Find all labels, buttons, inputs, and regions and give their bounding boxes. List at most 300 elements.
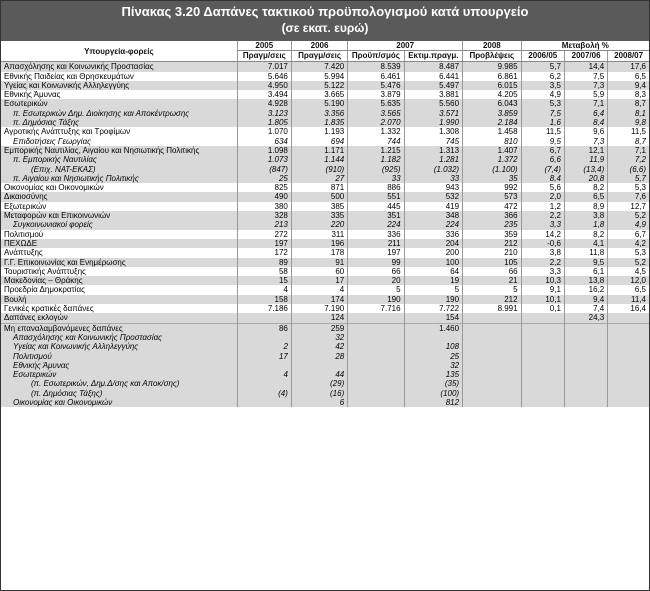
row-value: 5: [463, 285, 522, 294]
row-value: 1.407: [463, 146, 522, 155]
row-value: 1.144: [291, 155, 347, 164]
table-row: [1, 258, 649, 267]
row-value: 9,4: [608, 81, 649, 90]
table-row: [1, 323, 649, 333]
row-value: [564, 398, 607, 407]
row-value: 366: [463, 211, 522, 220]
row-value: 105: [463, 258, 522, 267]
row-value: 6,7: [608, 230, 649, 239]
row-value: 16,2: [564, 285, 607, 294]
row-value: 6: [291, 398, 347, 407]
row-label: Απασχόλησης και Κοινωνικής Προστασίας: [1, 62, 237, 72]
table-row: [1, 398, 649, 407]
row-value: [463, 342, 522, 351]
row-value: 224: [348, 220, 404, 229]
table-row: [1, 137, 649, 146]
row-label: Εμπορικής Ναυτιλίας, Αιγαίου και Νησιωτικής Πολιτικής: [1, 146, 237, 155]
row-label: Υγείας και Κοινωνικής Αλληλεγγύης: [1, 342, 237, 351]
table-row: [1, 239, 649, 248]
row-value: 745: [404, 137, 463, 146]
table-row: [1, 90, 649, 99]
row-value: 28: [291, 352, 347, 361]
row-value: 7.716: [348, 304, 404, 313]
row-value: 6.015: [463, 81, 522, 90]
row-value: 60: [291, 267, 347, 276]
row-value: 8.487: [404, 62, 463, 72]
row-value: 272: [237, 230, 291, 239]
row-value: 21: [463, 276, 522, 285]
row-value: 24,3: [564, 313, 607, 323]
header-change: Μεταβολή %: [521, 41, 649, 51]
row-value: [463, 370, 522, 379]
row-value: 1.182: [348, 155, 404, 164]
row-value: 9,4: [564, 295, 607, 304]
row-value: 5.635: [348, 99, 404, 108]
row-value: 17,6: [608, 62, 649, 72]
table-row: [1, 285, 649, 294]
row-value: 5,2: [608, 211, 649, 220]
row-value: 419: [404, 202, 463, 211]
row-value: 335: [291, 211, 347, 220]
row-value: [237, 361, 291, 370]
row-value: [521, 333, 564, 342]
row-value: 89: [237, 258, 291, 267]
row-value: 2.184: [463, 118, 522, 127]
row-value: 8,4: [564, 118, 607, 127]
header-ministry: Υπουργεία-φορείς: [1, 41, 237, 62]
row-value: [564, 352, 607, 361]
row-value: 135: [404, 370, 463, 379]
row-value: 6.461: [348, 72, 404, 81]
row-value: 212: [463, 295, 522, 304]
table-row: [1, 192, 649, 201]
row-value: [348, 313, 404, 323]
row-value: [564, 333, 607, 342]
row-value: [348, 352, 404, 361]
row-value: 1,6: [521, 118, 564, 127]
row-value: 9,1: [521, 285, 564, 294]
row-value: 35: [463, 174, 522, 183]
row-value: 11,5: [521, 127, 564, 136]
row-value: 99: [348, 258, 404, 267]
row-value: [564, 323, 607, 333]
row-value: 2,2: [521, 211, 564, 220]
header-budget-2007: Προϋπ/σμός: [348, 51, 404, 62]
row-value: 235: [463, 220, 522, 229]
row-value: 259: [291, 323, 347, 333]
row-value: 172: [237, 248, 291, 257]
row-value: 44: [291, 370, 347, 379]
row-value: [521, 342, 564, 351]
row-value: 9,6: [564, 127, 607, 136]
row-value: 190: [404, 295, 463, 304]
row-value: 13,8: [564, 276, 607, 285]
row-value: 551: [348, 192, 404, 201]
row-value: 3.881: [404, 90, 463, 99]
row-value: 7,3: [564, 137, 607, 146]
row-value: 11,5: [608, 127, 649, 136]
row-value: 5,2: [608, 258, 649, 267]
row-label: Πολιτισμού: [4, 229, 44, 239]
table-row: [1, 99, 649, 108]
row-value: 3.123: [237, 109, 291, 118]
row-label: Επιδοτήσεις Γεωργίας: [13, 136, 92, 146]
row-value: [348, 379, 404, 388]
row-value: 351: [348, 211, 404, 220]
row-value: 871: [291, 183, 347, 192]
row-label: Τουριστικής Ανάπτυξης: [4, 266, 86, 276]
row-value: 385: [291, 202, 347, 211]
table-row: [1, 62, 649, 72]
row-label: ΠΕΧΩΔΕ: [1, 239, 237, 248]
row-value: 6.043: [463, 99, 522, 108]
row-value: 810: [463, 137, 522, 146]
row-label: Υγείας και Κοινωνικής Αλληλεγγύης: [1, 81, 237, 90]
row-value: 8,2: [564, 230, 607, 239]
row-value: [404, 333, 463, 342]
row-value: 200: [404, 248, 463, 257]
row-value: 445: [348, 202, 404, 211]
row-value: 1.215: [348, 146, 404, 155]
row-value: 197: [237, 239, 291, 248]
row-value: 12,7: [608, 202, 649, 211]
row-value: 4,5: [608, 267, 649, 276]
table-row: [1, 146, 649, 155]
row-value: 943: [404, 183, 463, 192]
row-value: 11,8: [564, 248, 607, 257]
row-value: [564, 389, 607, 398]
row-value: 14,2: [521, 230, 564, 239]
row-label: Γενικές κρατικές δαπάνες: [4, 304, 94, 314]
row-value: 992: [463, 183, 522, 192]
header-actual-2006: Πραγμ/σεις: [291, 51, 347, 62]
row-value: 886: [348, 183, 404, 192]
table-row: [1, 361, 649, 370]
row-value: [463, 398, 522, 407]
row-label: Ανάπτυξης: [4, 248, 43, 258]
row-value: 694: [291, 137, 347, 146]
table-row: [1, 118, 649, 127]
row-value: [564, 370, 607, 379]
row-value: [608, 313, 649, 323]
row-value: 10,1: [521, 295, 564, 304]
row-value: 3.571: [404, 109, 463, 118]
row-label: Μεταφορών και Επικοινωνιών: [1, 211, 237, 220]
row-value: 213: [237, 220, 291, 229]
row-value: 5,6: [521, 183, 564, 192]
row-label: Εσωτερικών: [1, 99, 237, 108]
row-value: [348, 342, 404, 351]
row-value: 32: [291, 333, 347, 342]
row-value: 8,3: [608, 90, 649, 99]
table-subtitle: (σε εκατ. ευρώ): [281, 21, 369, 35]
row-value: 5: [348, 285, 404, 294]
table-title-bar: [1, 1, 649, 41]
row-value: 7,5: [564, 72, 607, 81]
row-value: 1.281: [404, 155, 463, 164]
row-value: 8,4: [521, 174, 564, 183]
row-value: 1.313: [404, 146, 463, 155]
header-2008: 2008: [463, 41, 522, 51]
row-value: 16,4: [608, 304, 649, 313]
row-value: [237, 379, 291, 388]
table-row: [1, 127, 649, 136]
header-2006: 2006: [291, 41, 347, 51]
row-value: 3.879: [348, 90, 404, 99]
row-label: Μακεδονίας – Θράκης: [1, 276, 237, 285]
row-label: π. Εσωτερικών Δημ. Διοίκησης και Αποκέντρωσης: [1, 109, 237, 118]
row-value: 8,1: [608, 109, 649, 118]
row-value: [564, 361, 607, 370]
row-value: 154: [404, 313, 463, 323]
row-value: 17: [237, 352, 291, 361]
row-label: π. Αιγαίου και Νησιωτικής Πολιτικής: [1, 174, 237, 183]
row-value: 1.193: [291, 127, 347, 136]
row-value: [348, 361, 404, 370]
row-value: 5,3: [608, 183, 649, 192]
row-value: 5,3: [521, 99, 564, 108]
row-value: 4: [237, 285, 291, 294]
row-value: 8,7: [608, 99, 649, 108]
row-value: 2,0: [521, 192, 564, 201]
row-value: 6,1: [564, 267, 607, 276]
row-value: [564, 379, 607, 388]
row-value: 6.441: [404, 72, 463, 81]
row-value: 20,8: [564, 174, 607, 183]
row-value: 1.835: [291, 118, 347, 127]
row-value: [608, 361, 649, 370]
table-row: [1, 183, 649, 192]
row-value: -0,6: [521, 239, 564, 248]
row-value: 348: [404, 211, 463, 220]
row-value: 210: [463, 248, 522, 257]
row-value: 1.990: [404, 118, 463, 127]
row-value: 42: [291, 342, 347, 351]
row-value: 3.494: [237, 90, 291, 99]
table-row: [1, 370, 649, 379]
row-value: 6,6: [521, 155, 564, 164]
row-value: 8,2: [564, 183, 607, 192]
row-value: [521, 389, 564, 398]
row-value: 311: [291, 230, 347, 239]
row-value: [463, 352, 522, 361]
table-body: [1, 62, 649, 407]
row-value: (847): [237, 165, 291, 174]
row-value: 5.560: [404, 99, 463, 108]
row-value: 5: [404, 285, 463, 294]
table-row: [1, 304, 649, 313]
row-label: (π. Δημόσιας Τάξης): [1, 389, 237, 398]
row-value: 634: [237, 137, 291, 146]
row-value: [521, 379, 564, 388]
row-value: [348, 333, 404, 342]
row-value: 11,4: [608, 295, 649, 304]
row-value: 1.805: [237, 118, 291, 127]
row-value: 197: [348, 248, 404, 257]
row-value: 7.420: [291, 62, 347, 72]
row-value: 158: [237, 295, 291, 304]
row-value: 7.190: [291, 304, 347, 313]
row-value: [291, 361, 347, 370]
row-value: 9.985: [463, 62, 522, 72]
row-value: 5,3: [608, 248, 649, 257]
row-value: 190: [348, 295, 404, 304]
row-value: 4.928: [237, 99, 291, 108]
row-value: 4.950: [237, 81, 291, 90]
row-value: 8,7: [608, 137, 649, 146]
row-label: Εξωτερικών: [4, 201, 47, 211]
row-value: (7,4): [521, 165, 564, 174]
row-label: π. Εμπορικής Ναυτιλίας: [1, 155, 237, 164]
row-value: 5,7: [608, 174, 649, 183]
row-value: 8.539: [348, 62, 404, 72]
row-value: 573: [463, 192, 522, 201]
row-value: [608, 342, 649, 351]
row-value: 2: [237, 342, 291, 351]
row-value: 5.122: [291, 81, 347, 90]
row-value: [521, 361, 564, 370]
row-value: 472: [463, 202, 522, 211]
row-value: 5.190: [291, 99, 347, 108]
row-label: Οικονομίας και Οικονομικών: [4, 183, 104, 193]
row-value: 6,5: [564, 192, 607, 201]
row-value: 6,4: [564, 109, 607, 118]
row-value: 33: [348, 174, 404, 183]
row-value: 212: [463, 239, 522, 248]
row-value: [521, 398, 564, 407]
row-value: 7,1: [608, 146, 649, 155]
row-label: Εθνικής Παιδείας και Θρησκευμάτων: [4, 71, 134, 81]
row-label: Γ.Γ. Επικοινωνίας και Ενημέρωσης: [1, 258, 237, 267]
row-value: 3,8: [564, 211, 607, 220]
row-value: 4,2: [608, 239, 649, 248]
row-value: 224: [404, 220, 463, 229]
table-title: Πίνακας 3.20 Δαπάνες τακτικού προϋπολογισμού κατά υπουργείο: [121, 4, 529, 19]
row-value: 3.665: [291, 90, 347, 99]
row-value: 17: [291, 276, 347, 285]
row-value: 11,9: [564, 155, 607, 164]
row-value: 380: [237, 202, 291, 211]
row-value: 14,4: [564, 62, 607, 72]
row-value: 3.565: [348, 109, 404, 118]
row-value: 12,0: [608, 276, 649, 285]
table-row: [1, 295, 649, 304]
row-value: 220: [291, 220, 347, 229]
row-label: Εθνικής Άμυνας: [1, 361, 237, 370]
row-label: (π. Εσωτερικών, Δημ.Δ/σης και Αποκ/σης): [1, 379, 237, 388]
row-value: 20: [348, 276, 404, 285]
row-value: 27: [291, 174, 347, 183]
table-row: [1, 379, 649, 388]
table-row: [1, 72, 649, 81]
row-value: 211: [348, 239, 404, 248]
row-value: [463, 389, 522, 398]
row-value: 9,5: [564, 258, 607, 267]
row-label: Συγκοινωνιακοί φορείς: [1, 220, 237, 229]
row-value: [348, 398, 404, 407]
row-value: [608, 333, 649, 342]
row-value: 1.460: [404, 323, 463, 333]
row-value: 1,2: [521, 202, 564, 211]
row-value: 66: [348, 267, 404, 276]
row-value: 7,2: [608, 155, 649, 164]
row-value: [237, 313, 291, 323]
row-value: [521, 323, 564, 333]
row-value: 10,3: [521, 276, 564, 285]
row-value: 58: [237, 267, 291, 276]
row-value: [463, 313, 522, 323]
row-label: Πολιτισμού: [1, 352, 237, 361]
row-value: 4: [291, 285, 347, 294]
row-value: 6.861: [463, 72, 522, 81]
row-value: 7.722: [404, 304, 463, 313]
row-value: (100): [404, 389, 463, 398]
row-value: 4,1: [564, 239, 607, 248]
row-value: 6,7: [521, 146, 564, 155]
row-value: (925): [348, 165, 404, 174]
row-value: 2.070: [348, 118, 404, 127]
row-value: [463, 379, 522, 388]
row-value: [521, 352, 564, 361]
row-value: 25: [404, 352, 463, 361]
row-value: 1.308: [404, 127, 463, 136]
row-value: 4,9: [608, 220, 649, 229]
table-row: [1, 352, 649, 361]
row-label: Εσωτερικών: [1, 370, 237, 379]
row-value: [608, 323, 649, 333]
table-row: [1, 342, 649, 351]
table-row: [1, 276, 649, 285]
table-row: [1, 211, 649, 220]
row-value: [608, 389, 649, 398]
row-label: π. Δημόσιας Τάξης: [1, 118, 237, 127]
row-value: (35): [404, 379, 463, 388]
row-value: 66: [463, 267, 522, 276]
row-value: [608, 379, 649, 388]
table-row: [1, 81, 649, 90]
row-value: [463, 333, 522, 342]
row-value: 1,8: [564, 220, 607, 229]
table-row: [1, 155, 649, 164]
row-value: [348, 370, 404, 379]
row-value: [463, 323, 522, 333]
row-value: 32: [404, 361, 463, 370]
row-label: Προεδρία Δημοκρατίας: [4, 285, 85, 295]
header-2007: 2007: [348, 41, 463, 51]
row-label: Δικαιοσύνης: [1, 192, 237, 201]
table-row: [1, 109, 649, 118]
row-value: 33: [404, 174, 463, 183]
row-value: 178: [291, 248, 347, 257]
row-value: 3,3: [521, 220, 564, 229]
table-row: [1, 165, 649, 174]
row-value: 64: [404, 267, 463, 276]
row-value: 5.476: [348, 81, 404, 90]
row-value: 86: [237, 323, 291, 333]
table-row: [1, 313, 649, 323]
header-change-0706: 2007/06: [564, 51, 607, 62]
row-value: 1.098: [237, 146, 291, 155]
row-value: 8,9: [564, 202, 607, 211]
row-value: 12,1: [564, 146, 607, 155]
table-row: [1, 267, 649, 276]
row-value: 9,5: [521, 137, 564, 146]
row-value: 500: [291, 192, 347, 201]
row-value: 825: [237, 183, 291, 192]
table-row: [1, 333, 649, 342]
row-value: 744: [348, 137, 404, 146]
row-value: 0,1: [521, 304, 564, 313]
